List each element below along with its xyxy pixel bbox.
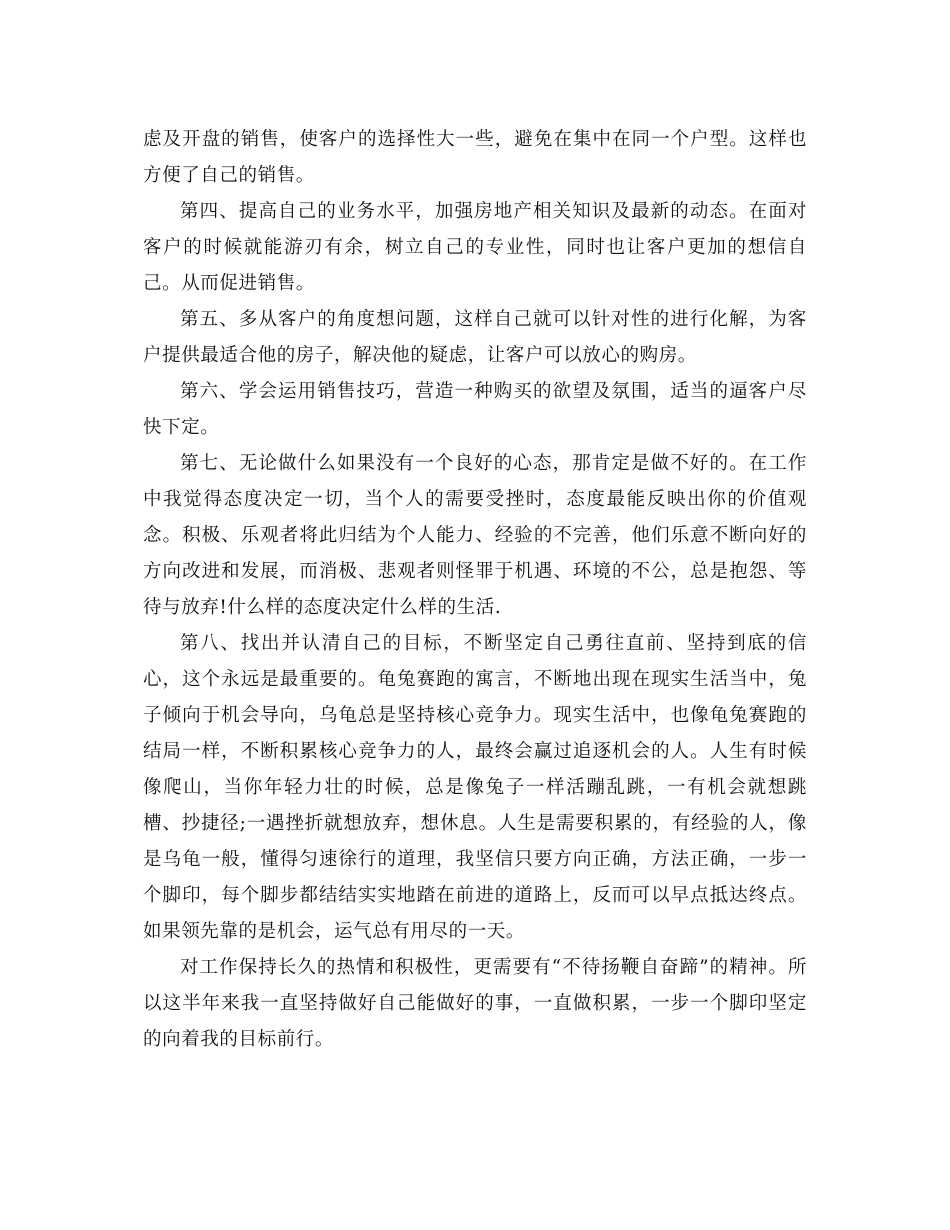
paragraph-point-six: 第六、学会运用销售技巧，营造一种购买的欲望及氛围，适当的逼客户尽快下定。 xyxy=(143,381,807,438)
paragraph-point-seven: 第七、无论做什么如果没有一个良好的心态，那肯定是做不好的。在工作中我觉得态度决定一切，当个人的需要受挫时，态度最能反映出你的价值观念。积极、乐观者将此归结为个人能力、经验的不完善，他们乐意不断向好的方向改进和发展，而消极、悲观者则怪罪于机遇、环境的不公，总是抱怨、等待与放弃!什么样的态度决定什么样的生活. xyxy=(143,453,807,618)
paragraph-point-four: 第四、提高自己的业务水平，加强房地产相关知识及最新的动态。在面对客户的时候就能游刃有余，树立自己的专业性，同时也让客户更加的想信自己。从而促进销售。 xyxy=(143,201,807,294)
document-body xyxy=(143,122,807,1058)
paragraph-point-eight: 第八、找出并认清自己的目标，不断坚定自己勇往直前、坚持到底的信心，这个永远是最重要的。龟兔赛跑的寓言，不断地出现在现实生活当中，兔子倾向于机会导向，乌龟总是坚持核心竞争力。现实生活中，也像龟兔赛跑的结局一样，不断积累核心竞争力的人，最终会赢过追逐机会的人。人生有时候像爬山，当你年轻力壮的时候，总是像兔子一样活蹦乱跳，一有机会就想跳槽、抄捷径;一遇挫折就想放弃，想休息。人生是需要积累的，有经验的人，像是乌龟一般，懂得匀速徐行的道理，我坚信只要方向正确，方法正确，一步一个脚印，每个脚步都结结实实地踏在前进的道路上，反而可以早点抵达终点。如果领先靠的是机会，运气总有用尽的一天。 xyxy=(143,633,807,942)
paragraph-conclusion: 对工作保持长久的热情和积极性，更需要有“不待扬鞭自奋蹄”的精神。所以这半年来我一直坚持做好自己能做好的事，一直做积累，一步一个脚印坚定的向着我的目标前行。 xyxy=(143,957,807,1050)
paragraph-point-five: 第五、多从客户的角度想问题，这样自己就可以针对性的进行化解，为客户提供最适合他的房子，解决他的疑虑，让客户可以放心的购房。 xyxy=(143,309,807,366)
paragraph-continuation: 虑及开盘的销售，使客户的选择性大一些，避免在集中在同一个户型。这样也方便了自己的销售。 xyxy=(143,129,807,186)
